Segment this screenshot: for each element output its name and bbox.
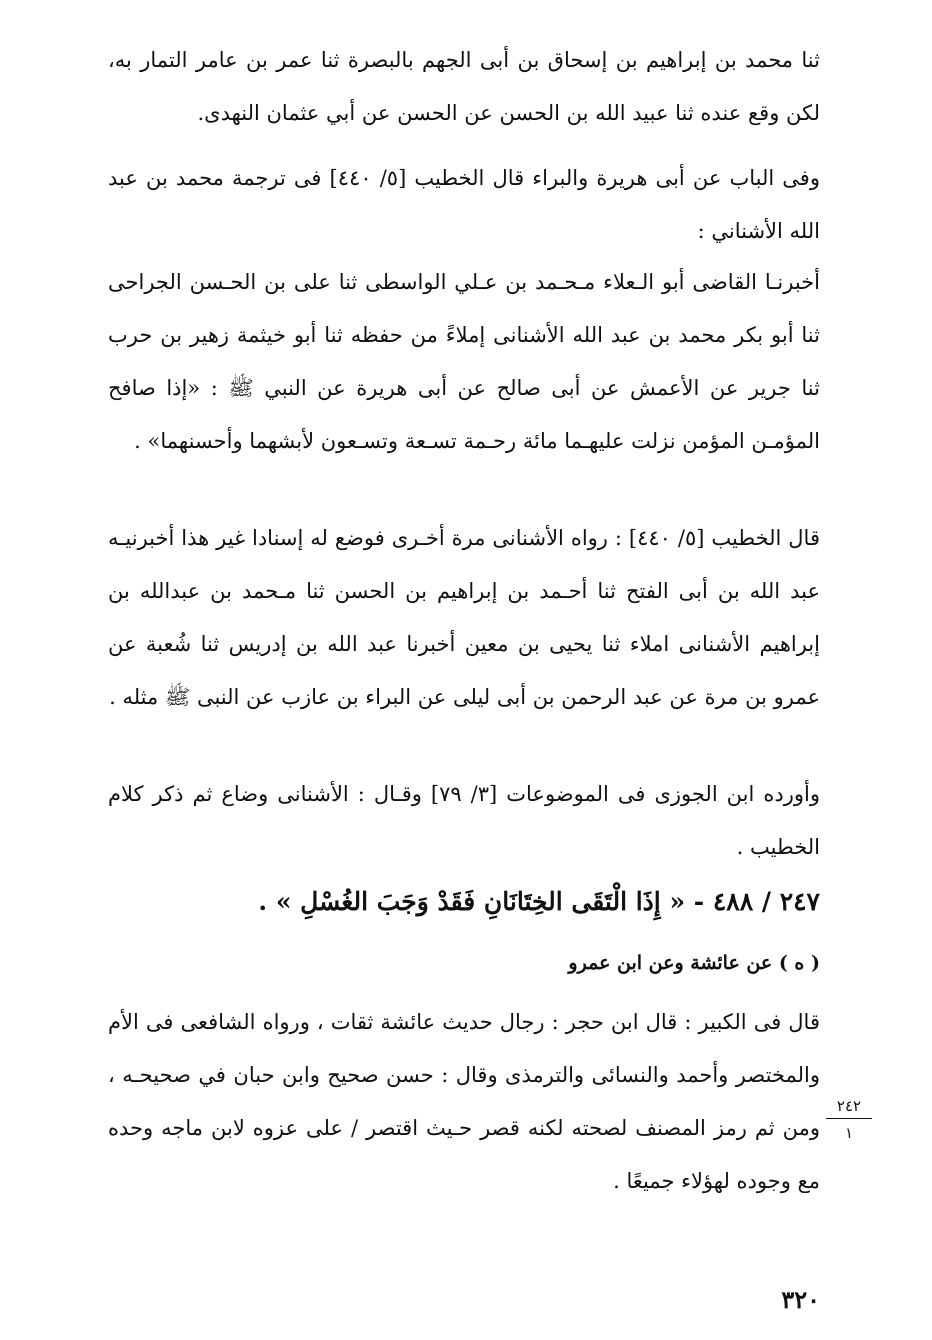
margin-page-reference	[826, 1096, 872, 1143]
paragraph-2: وفى الباب عن أبى هريرة والبراء قال الخطيب [٥/ ٤٤٠] فى ترجمة محمد بن عبد الله الأشناني :	[108, 166, 820, 243]
narrators-line: ( ه ) عن عائشة وعن ابن عمرو	[568, 952, 820, 974]
paragraph-3: أخبرنـا القاضى أبو الـعلاء مـحـمد بن عـلي الواسطى ثنا على بن الحـسن الجراحى ثنا أبو بكر محمد بن عبد الله الأشنانى إملاءً من حفظه ثنا أبو خيثمة زهير بن حرب ثنا جرير عن الأعمش عن أبى صالح عن أبى هريرة عن النبي ﷺ : «إذا صافح المؤمـن المؤمن نزلت عليهـما مائة رحـمة تسـعة وتسـعون لأبشهما وأحسنهما» .	[108, 270, 820, 453]
hadith-heading: ٢٤٧ / ٤٨٨ - « إِذَا الْتَقَى الخِتَانَانِ فَقَدْ وَجَبَ الغُسْلِ » .	[258, 887, 820, 916]
paragraph-final: قال فى الكبير : قال ابن حجر : رجال حديث عائشة ثقات ، ورواه الشافعى فى الأم والمختصر وأحمد والنسائى والترمذى وقال : حسن صحيح وابن حبان في صحيحـه ، ومن ثم رمز المصنف لصحته لكنه قصر حـيث اقتصر / على عزوه لابن ماجه وحده مع وجوده لهؤلاء جميعًا .	[108, 1010, 820, 1193]
margin-reference-bottom: ١	[844, 1124, 854, 1142]
paragraph-1: ثنا محمد بن إبراهيم بن إسحاق بن أبى الجهم بالبصرة ثنا عمر بن عامر التمار به، لكن وقع عنده ثنا عبيد الله بن الحسن عن الحسن عن أبي عثمان النهدى.	[108, 48, 820, 125]
margin-reference-top: ٢٤٢	[826, 1096, 872, 1119]
page-number: ٣٢٠	[781, 1285, 820, 1314]
paragraph-5: وأورده ابن الجوزى فى الموضوعات [٣/ ٧٩] وقـال : الأشنانى وضاع ثم ذكر كلام الخطيب .	[108, 782, 820, 859]
paragraph-4: قال الخطيب [٥/ ٤٤٠] : رواه الأشنانى مرة أخـرى فوضع له إسنادا غير هذا أخبرنيـه عبد الله بن أبى الفتح ثنا أحـمد بن إبراهيم بن الحسن ثنا مـحمد بن عبدالله بن إبراهيم الأشنانى املاء ثنا يحيى بن معين أخبرنا عبد الله بن إدريس ثنا شُعبة عن عمرو بن مرة عن عبد الرحمن بن أبى ليلى عن البراء بن عازب عن النبى ﷺ مثله .	[108, 526, 820, 709]
